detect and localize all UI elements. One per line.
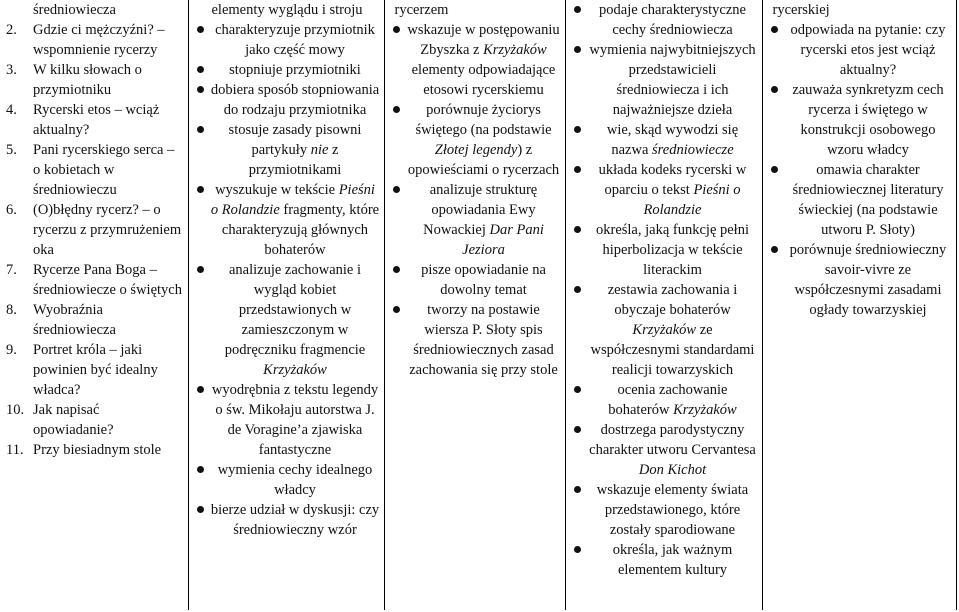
bullet-item bbox=[195, 500, 380, 540]
bullet-text-plain: ) z opowieściami o rycerzach bbox=[407, 142, 560, 178]
col2-lead-text: elementy wyglądu i stroju bbox=[211, 2, 363, 18]
bullet-dot-icon bbox=[391, 20, 407, 100]
topic-number: 10. bbox=[6, 402, 25, 418]
bullet-text bbox=[407, 260, 561, 300]
bullet-text bbox=[211, 60, 380, 80]
col2-list bbox=[195, 20, 380, 540]
bullet-item bbox=[572, 0, 758, 40]
bullet-text-plain: pisze opowiadanie na dowolny temat bbox=[421, 262, 546, 298]
topic-item bbox=[6, 340, 184, 400]
bullet-item bbox=[769, 80, 952, 160]
bullet-text-plain: odpowiada na pytanie: czy rycerski etos jest wciąż aktualny? bbox=[790, 22, 946, 78]
bullet-text-plain: porównuje życiorys świętego (na podstawie bbox=[415, 102, 552, 138]
topic-item bbox=[6, 300, 184, 340]
topic-lead-text: średniowiecza bbox=[33, 2, 116, 18]
topic-title: Rycerski etos – wciąż aktualny? bbox=[33, 102, 160, 138]
bullet-text bbox=[785, 20, 952, 80]
topics-column bbox=[0, 0, 188, 610]
bullet-text bbox=[407, 100, 561, 180]
topic-title: W kilku słowach o przymiotniku bbox=[33, 62, 142, 98]
bullet-text bbox=[211, 460, 380, 500]
bullet-item bbox=[769, 240, 952, 320]
topic-item bbox=[6, 260, 184, 300]
bullet-text-plain: ocenia zachowanie bohaterów bbox=[608, 382, 728, 418]
bullet-text-plain: fragmenty, które charakteryzują głównych bohaterów bbox=[221, 202, 380, 258]
bullet-item bbox=[391, 300, 561, 380]
bullet-text bbox=[588, 120, 758, 160]
bullet-text bbox=[588, 540, 758, 580]
bullet-text-plain: wie, skąd wywodzi się nazwa bbox=[606, 122, 739, 158]
bullet-text bbox=[211, 80, 380, 120]
topic-item bbox=[6, 100, 184, 140]
bullet-dot-icon bbox=[572, 480, 588, 540]
bullet-text bbox=[407, 180, 561, 260]
bullet-text-italic: Krzyżaków bbox=[673, 402, 737, 418]
bullet-dot-icon bbox=[195, 460, 211, 500]
bullet-text-plain: układa kodeks rycerski w oparciu o tekst bbox=[598, 162, 747, 198]
bullet-text bbox=[588, 280, 758, 380]
requirements-column-5 bbox=[762, 0, 956, 610]
bullet-text bbox=[407, 300, 561, 380]
bullet-dot-icon bbox=[572, 40, 588, 120]
topic-title: Przy biesiadnym stole bbox=[33, 442, 162, 458]
requirements-column-3 bbox=[384, 0, 565, 610]
bullet-item bbox=[195, 60, 380, 80]
topic-number: 11. bbox=[6, 442, 24, 458]
bullet-text-plain: analizuje zachowanie i wygląd kobiet przedstawionych w zamieszczonym w podręczniku fragmencie bbox=[224, 262, 366, 358]
bullet-text-italic: Złotej legendy bbox=[434, 142, 518, 158]
bullet-item bbox=[391, 100, 561, 180]
bullet-text-plain: wskazuje elementy świata przedstawionego, które zostały sparodiowane bbox=[596, 482, 749, 538]
bullet-text-plain: wymienia cechy idealnego władcy bbox=[217, 462, 373, 498]
col5-lead-text: rycerskiej bbox=[772, 2, 830, 18]
bullet-text-plain: elementy odpowiadające etosowi rycerskiemu bbox=[411, 62, 556, 98]
bullet-text bbox=[211, 260, 380, 380]
topic-item bbox=[6, 20, 184, 60]
topic-number: 6. bbox=[6, 202, 17, 218]
bullet-item bbox=[572, 380, 758, 420]
topic-item bbox=[6, 140, 184, 200]
bullet-dot-icon bbox=[391, 180, 407, 260]
topic-item bbox=[6, 200, 184, 260]
bullet-text-italic: nie bbox=[310, 142, 329, 158]
bullet-dot-icon bbox=[391, 300, 407, 380]
bullet-text bbox=[588, 380, 758, 420]
bullet-dot-icon bbox=[195, 260, 211, 380]
bullet-text-plain: zauważa synkretyzm cech rycerza i świętego w konstrukcji osobowego wzoru władcy bbox=[792, 82, 944, 158]
bullet-dot-icon bbox=[195, 500, 211, 540]
bullet-text-plain: porównuje średniowieczny savoir-vivre ze współczesnymi zasadami ogłady towarzyskiej bbox=[789, 242, 947, 318]
requirements-column-2 bbox=[188, 0, 384, 610]
topics-list bbox=[6, 20, 184, 460]
bullet-text bbox=[785, 240, 952, 320]
col3-list bbox=[391, 20, 561, 380]
bullet-text bbox=[588, 220, 758, 280]
bullet-item bbox=[195, 460, 380, 500]
bullet-item bbox=[195, 380, 380, 460]
bullet-dot-icon bbox=[572, 380, 588, 420]
bullet-text-plain: tworzy na postawie wiersza P. Słoty spis średniowiecznych zasad zachowania się przy stole bbox=[409, 302, 558, 378]
bullet-dot-icon bbox=[195, 380, 211, 460]
bullet-item bbox=[572, 280, 758, 380]
topic-number: 4. bbox=[6, 102, 17, 118]
bullet-text bbox=[211, 500, 380, 540]
topic-title: Portret króla – jaki powinien być idealny władca? bbox=[33, 342, 158, 398]
bullet-text-plain: charakteryzuje przymiotnik jako część mowy bbox=[215, 22, 375, 58]
topic-number: 8. bbox=[6, 302, 17, 318]
bullet-text bbox=[588, 480, 758, 540]
topic-title: Pani rycerskiego serca – o kobietach w średniowieczu bbox=[33, 142, 175, 198]
bullet-dot-icon bbox=[391, 100, 407, 180]
bullet-dot-icon bbox=[572, 280, 588, 380]
bullet-text-plain: wskazuje w postępowaniu Zbyszka z bbox=[407, 22, 560, 58]
bullet-text-plain: wyodrębnia z tekstu legendy o św. Mikołaju autorstwa J. de Voragine’a zjawiska fantastyczne bbox=[211, 382, 379, 458]
topic-item bbox=[6, 60, 184, 100]
bullet-text-plain: bierze udział w dyskusji: czy średniowieczny wzór bbox=[210, 502, 380, 538]
bullet-item bbox=[195, 180, 380, 260]
bullet-item bbox=[769, 160, 952, 240]
topic-number: 3. bbox=[6, 62, 17, 78]
bullet-text-italic: średniowiecze bbox=[652, 142, 734, 158]
bullet-text-plain: wymienia najwybitniejszych przedstawicieli średniowiecza i ich najważniejsze dzieła bbox=[589, 42, 756, 118]
bullet-dot-icon bbox=[769, 20, 785, 80]
bullet-item bbox=[391, 180, 561, 260]
bullet-text-plain: dobiera sposób stopniowania do rodzaju przymiotnika bbox=[210, 82, 380, 118]
bullet-text bbox=[785, 80, 952, 160]
bullet-text bbox=[588, 420, 758, 480]
bullet-text-plain: zestawia zachowania i obyczaje bohaterów bbox=[607, 282, 738, 318]
bullet-text-plain: stosuje zasady pisowni partykuły bbox=[228, 122, 362, 158]
bullet-text-italic: Krzyżaków bbox=[483, 42, 547, 58]
bullet-dot-icon bbox=[195, 120, 211, 180]
topic-item bbox=[6, 440, 184, 460]
col5-list bbox=[769, 20, 952, 320]
bullet-item bbox=[195, 20, 380, 60]
bullet-dot-icon bbox=[769, 160, 785, 240]
bullet-dot-icon bbox=[572, 0, 588, 40]
bullet-item bbox=[572, 160, 758, 220]
bullet-text bbox=[211, 120, 380, 180]
topic-title: Rycerze Pana Boga – średniowiecze o świętych bbox=[33, 262, 182, 298]
bullet-dot-icon bbox=[195, 180, 211, 260]
bullet-item bbox=[195, 80, 380, 120]
bullet-dot-icon bbox=[769, 240, 785, 320]
bullet-item bbox=[572, 40, 758, 120]
bullet-text-italic: Krzyżaków bbox=[632, 322, 697, 338]
topic-number: 2. bbox=[6, 22, 17, 38]
bullet-text bbox=[211, 180, 380, 260]
topic-title: Wyobraźnia średniowiecza bbox=[33, 302, 116, 338]
col4-list bbox=[572, 0, 758, 580]
bullet-item bbox=[572, 220, 758, 280]
bullet-item bbox=[572, 420, 758, 480]
bullet-dot-icon bbox=[572, 220, 588, 280]
bullet-text-plain: podaje charakterystyczne cechy średniowiecza bbox=[599, 2, 746, 38]
topic-number: 9. bbox=[6, 342, 17, 358]
bullet-dot-icon bbox=[195, 20, 211, 60]
bullet-text-italic: Krzyżaków bbox=[263, 362, 327, 378]
bullet-text-plain: określa, jak ważnym elementem kultury bbox=[612, 542, 733, 578]
bullet-item bbox=[195, 120, 380, 180]
bullet-text-plain: omawia charakter średniowiecznej literatury świeckiej (na podstawie utworu P. Słoty) bbox=[792, 162, 944, 238]
bullet-text bbox=[588, 160, 758, 220]
topic-item bbox=[6, 400, 184, 440]
bullet-text-italic: Dar Pani Jeziora bbox=[462, 222, 544, 258]
bullet-text-plain: z przymiotnikami bbox=[248, 142, 342, 178]
bullet-item bbox=[195, 260, 380, 380]
bullet-dot-icon bbox=[572, 420, 588, 480]
bullet-item bbox=[572, 480, 758, 540]
bullet-text bbox=[785, 160, 952, 240]
bullet-item bbox=[391, 20, 561, 100]
topic-number: 7. bbox=[6, 262, 17, 278]
topic-number: 5. bbox=[6, 142, 17, 158]
bullet-text-italic: Pieśni o Rolandzie bbox=[210, 182, 375, 218]
bullet-item bbox=[572, 540, 758, 580]
bullet-dot-icon bbox=[572, 160, 588, 220]
bullet-dot-icon bbox=[769, 80, 785, 160]
bullet-text bbox=[211, 380, 380, 460]
bullet-item bbox=[769, 20, 952, 80]
bullet-item bbox=[391, 260, 561, 300]
bullet-text-plain: ze współczesnymi standardami realicji towarzyskich bbox=[590, 322, 755, 378]
bullet-dot-icon bbox=[572, 540, 588, 580]
bullet-dot-icon bbox=[572, 120, 588, 160]
bullet-text bbox=[211, 20, 380, 60]
bullet-text bbox=[588, 40, 758, 120]
bullet-item bbox=[572, 120, 758, 160]
bullet-text-italic: Don Kichot bbox=[638, 462, 707, 478]
bullet-text-plain: dostrzega parodystyczny charakter utworu Cervantesa bbox=[589, 422, 756, 458]
topic-title: Gdzie ci mężczyźni? – wspomnienie rycerzy bbox=[33, 22, 165, 58]
bullet-text-italic: Pieśni o Rolandzie bbox=[643, 182, 741, 218]
bullet-text-plain: określa, jaką funkcję pełni hiperbolizacja w tekście literackim bbox=[596, 222, 749, 278]
bullet-text-plain: stopniuje przymiotniki bbox=[229, 62, 361, 78]
bullet-text-plain: analizuje strukturę opowiadania Ewy Nowackiej bbox=[423, 182, 538, 238]
topic-title: Jak napisać opowiadanie? bbox=[33, 402, 114, 438]
bullet-text bbox=[407, 20, 561, 100]
bullet-text bbox=[588, 0, 758, 40]
bullet-dot-icon bbox=[195, 80, 211, 120]
bullet-dot-icon bbox=[391, 260, 407, 300]
bullet-text-plain: wyszukuje w tekście bbox=[215, 182, 339, 198]
requirements-column-4 bbox=[565, 0, 762, 610]
bullet-dot-icon bbox=[195, 60, 211, 80]
topic-title: (O)błędny rycerz? – o rycerzu z przymrużeniem oka bbox=[33, 202, 182, 258]
col3-lead-text: rycerzem bbox=[394, 2, 449, 18]
